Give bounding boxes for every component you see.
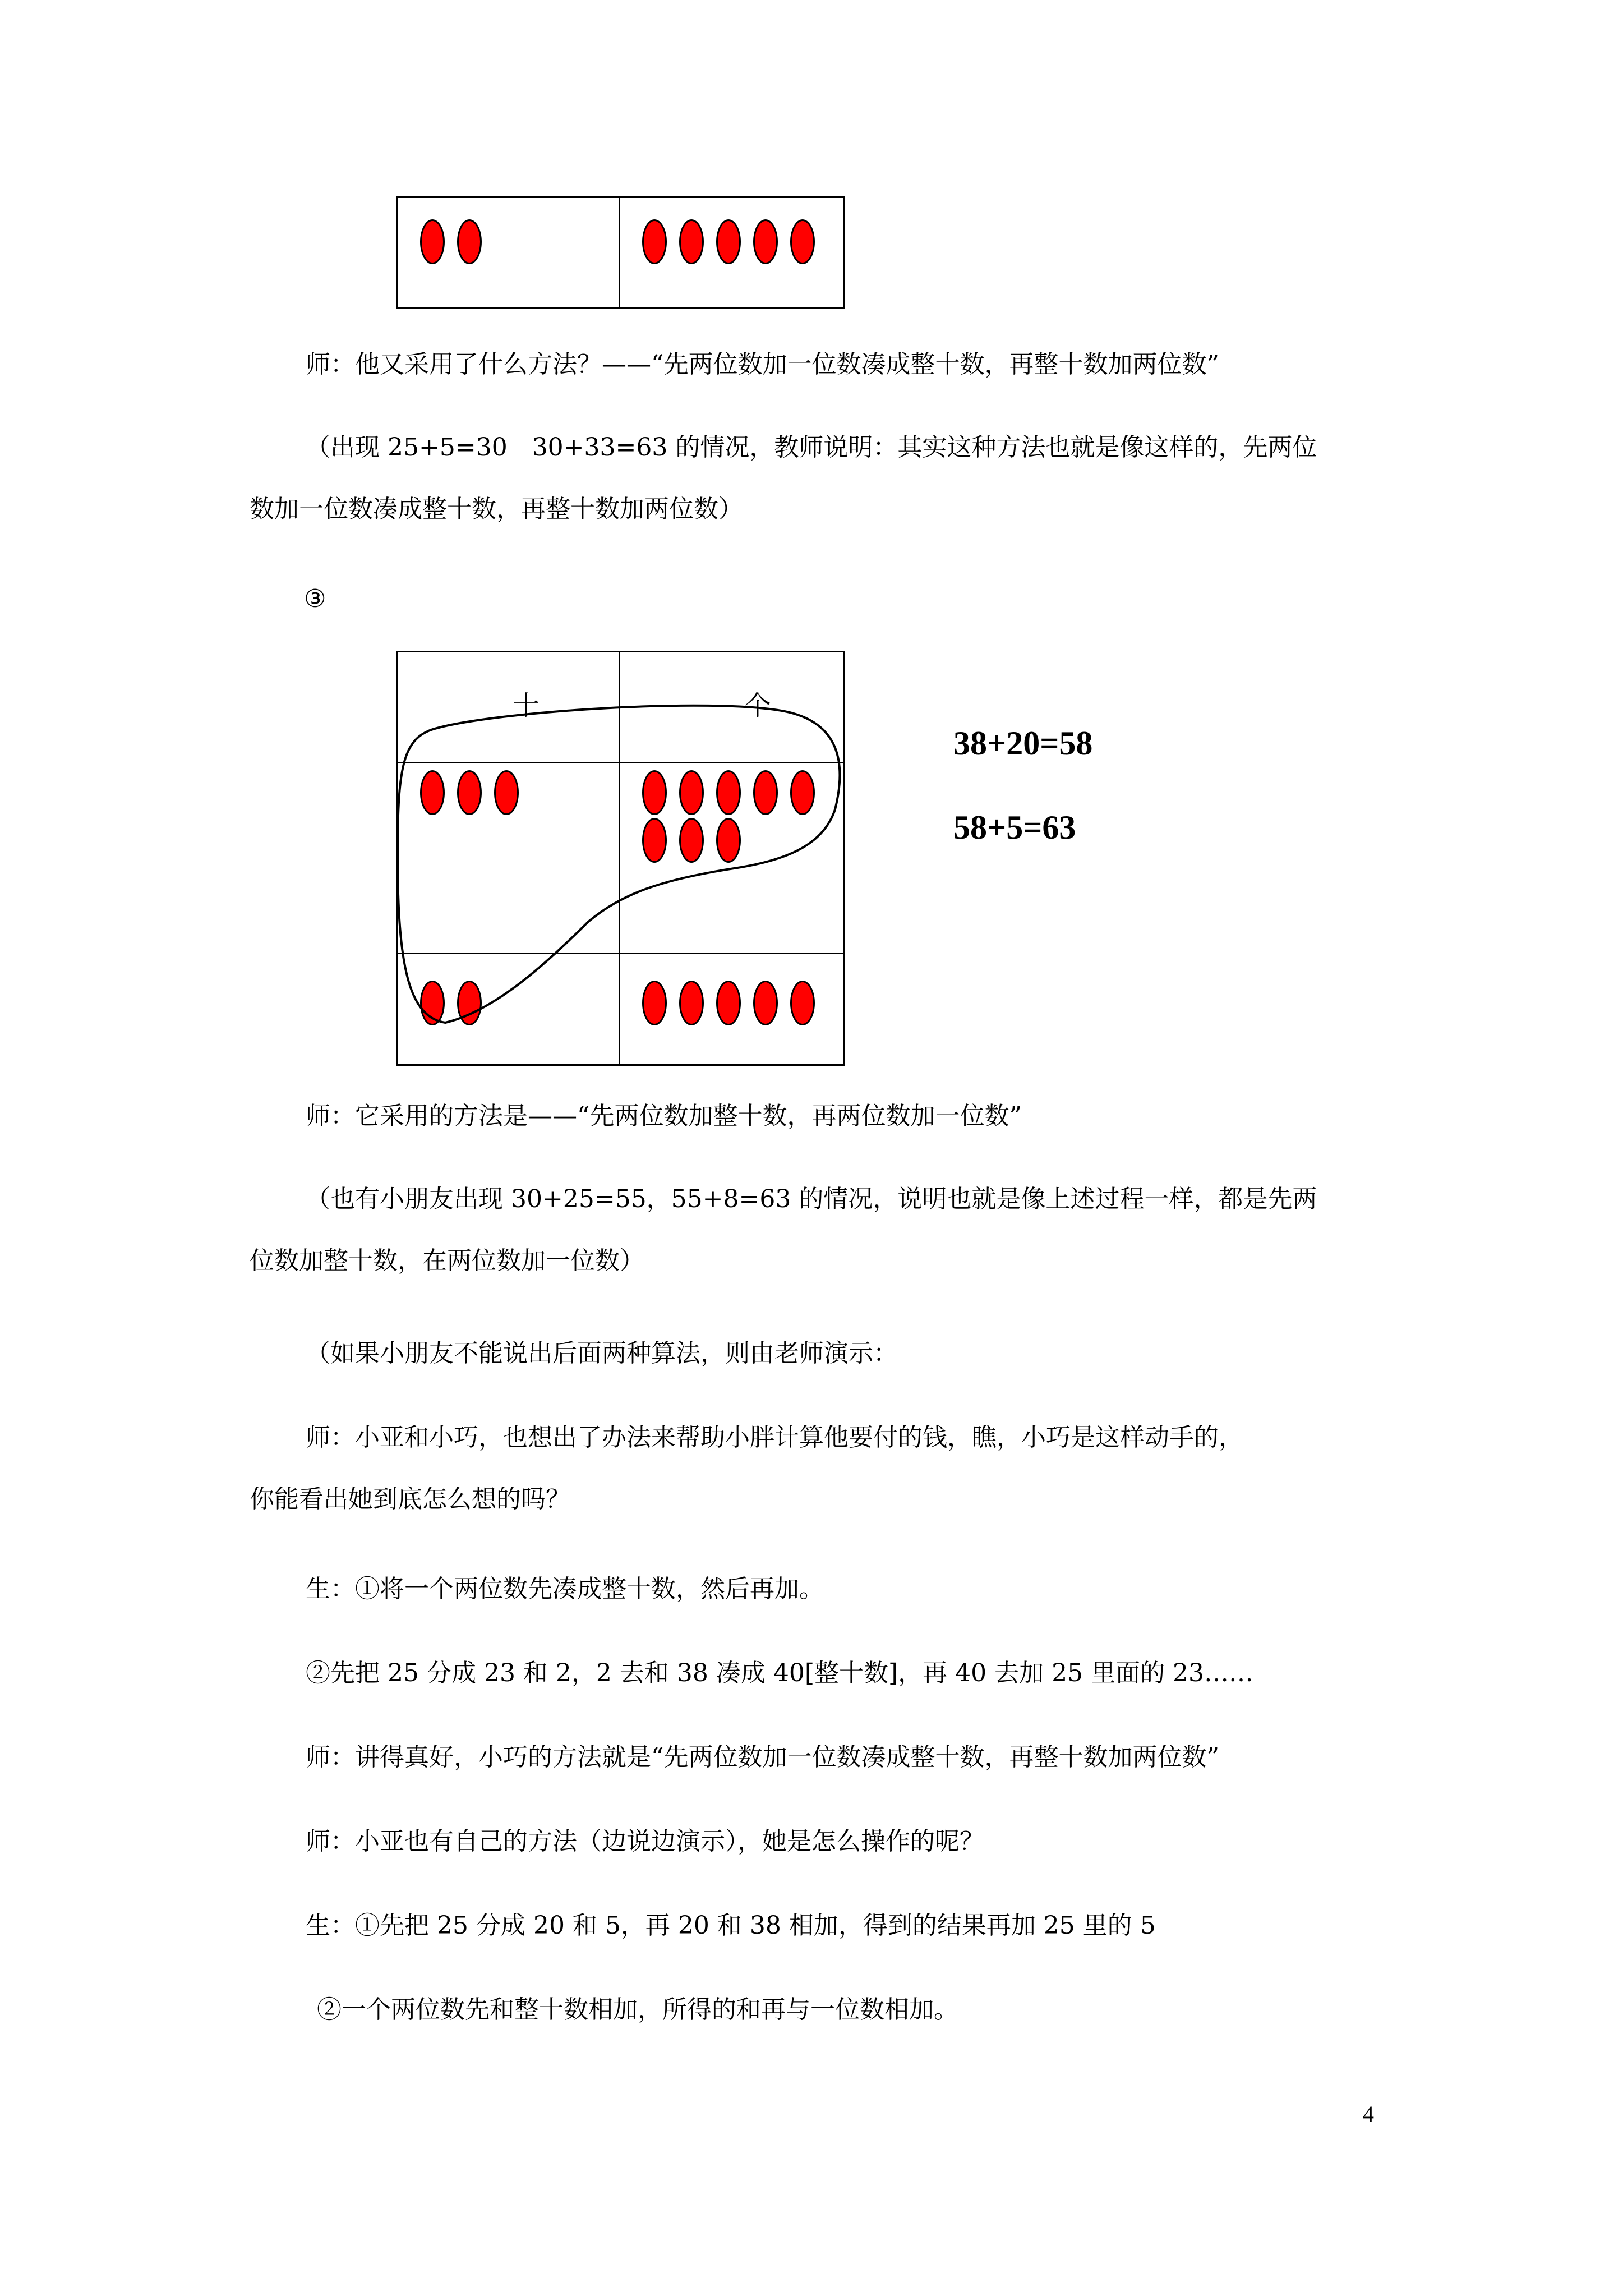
paragraph-demo-note: （如果小朋友不能说出后面两种算法，则由老师演示： bbox=[306, 1339, 898, 1368]
paragraph-teacher-xiaoya: 师：小亚也有自己的方法（边说边演示），她是怎么操作的呢？ bbox=[306, 1827, 984, 1856]
figure1-divider bbox=[619, 198, 620, 307]
figure2-grid bbox=[396, 651, 845, 1066]
grouping-loop bbox=[398, 652, 846, 1068]
paragraph-note-2-cont: 位数加整十数，在两位数加一位数） bbox=[250, 1246, 644, 1275]
page-number: 4 bbox=[1363, 2101, 1374, 2127]
equation-1: 38+20=58 bbox=[953, 725, 1093, 762]
header-tens-label: 十 bbox=[513, 690, 540, 721]
paragraph-student-1: 生：①将一个两位数先凑成整十数，然后再加。 bbox=[306, 1575, 824, 1603]
paragraph-teacher-question: 师：他又采用了什么方法？——“先两位数加一位数凑成整十数，再整十数加两位数” bbox=[306, 350, 1219, 379]
counter-dot bbox=[716, 219, 741, 264]
counter-dot bbox=[790, 219, 815, 264]
paragraph-teacher-praise: 师：讲得真好，小巧的方法就是“先两位数加一位数凑成整十数，再整十数加两位数” bbox=[306, 1743, 1219, 1772]
counter-dot bbox=[642, 219, 667, 264]
equation-2: 58+5=63 bbox=[953, 809, 1076, 846]
counter-dot bbox=[420, 219, 445, 264]
paragraph-student-3: 生：①先把 25 分成 20 和 5，再 20 和 38 相加，得到的结果再加 25 里的 5 bbox=[306, 1911, 1156, 1940]
paragraph-note-1: （出现 25+5=30 30+33=63 的情况，教师说明：其实这种方法也就是像这样的，先两位 bbox=[306, 433, 1317, 462]
counter-dot bbox=[679, 219, 704, 264]
circled-number-3: ③ bbox=[304, 585, 326, 613]
counter-dot bbox=[753, 219, 778, 264]
paragraph-teacher-method: 师：它采用的方法是——“先两位数加整十数，再两位数加一位数” bbox=[306, 1102, 1022, 1130]
figure1-grid bbox=[396, 196, 845, 309]
paragraph-note-2: （也有小朋友出现 30+25=55，55+8=63 的情况，说明也就是像上述过程一样，都是先两 bbox=[306, 1185, 1317, 1213]
paragraph-student-2: ②先把 25 分成 23 和 2，2 去和 38 凑成 40[整十数]，再 40 去加 25 里面的 23…… bbox=[306, 1659, 1254, 1687]
paragraph-teacher-xiaoqiao-cont: 你能看出她到底怎么想的吗？ bbox=[250, 1485, 570, 1513]
paragraph-teacher-xiaoqiao: 师：小亚和小巧，也想出了办法来帮助小胖计算他要付的钱，瞧，小巧是这样动手的， bbox=[306, 1423, 1243, 1452]
paragraph-student-4: ②一个两位数先和整十数相加，所得的和再与一位数相加。 bbox=[317, 1995, 958, 2024]
counter-dot bbox=[457, 219, 482, 264]
header-ones-label: 个 bbox=[744, 690, 772, 721]
paragraph-note-1-cont: 数加一位数凑成整十数，再整十数加两位数） bbox=[250, 495, 743, 523]
